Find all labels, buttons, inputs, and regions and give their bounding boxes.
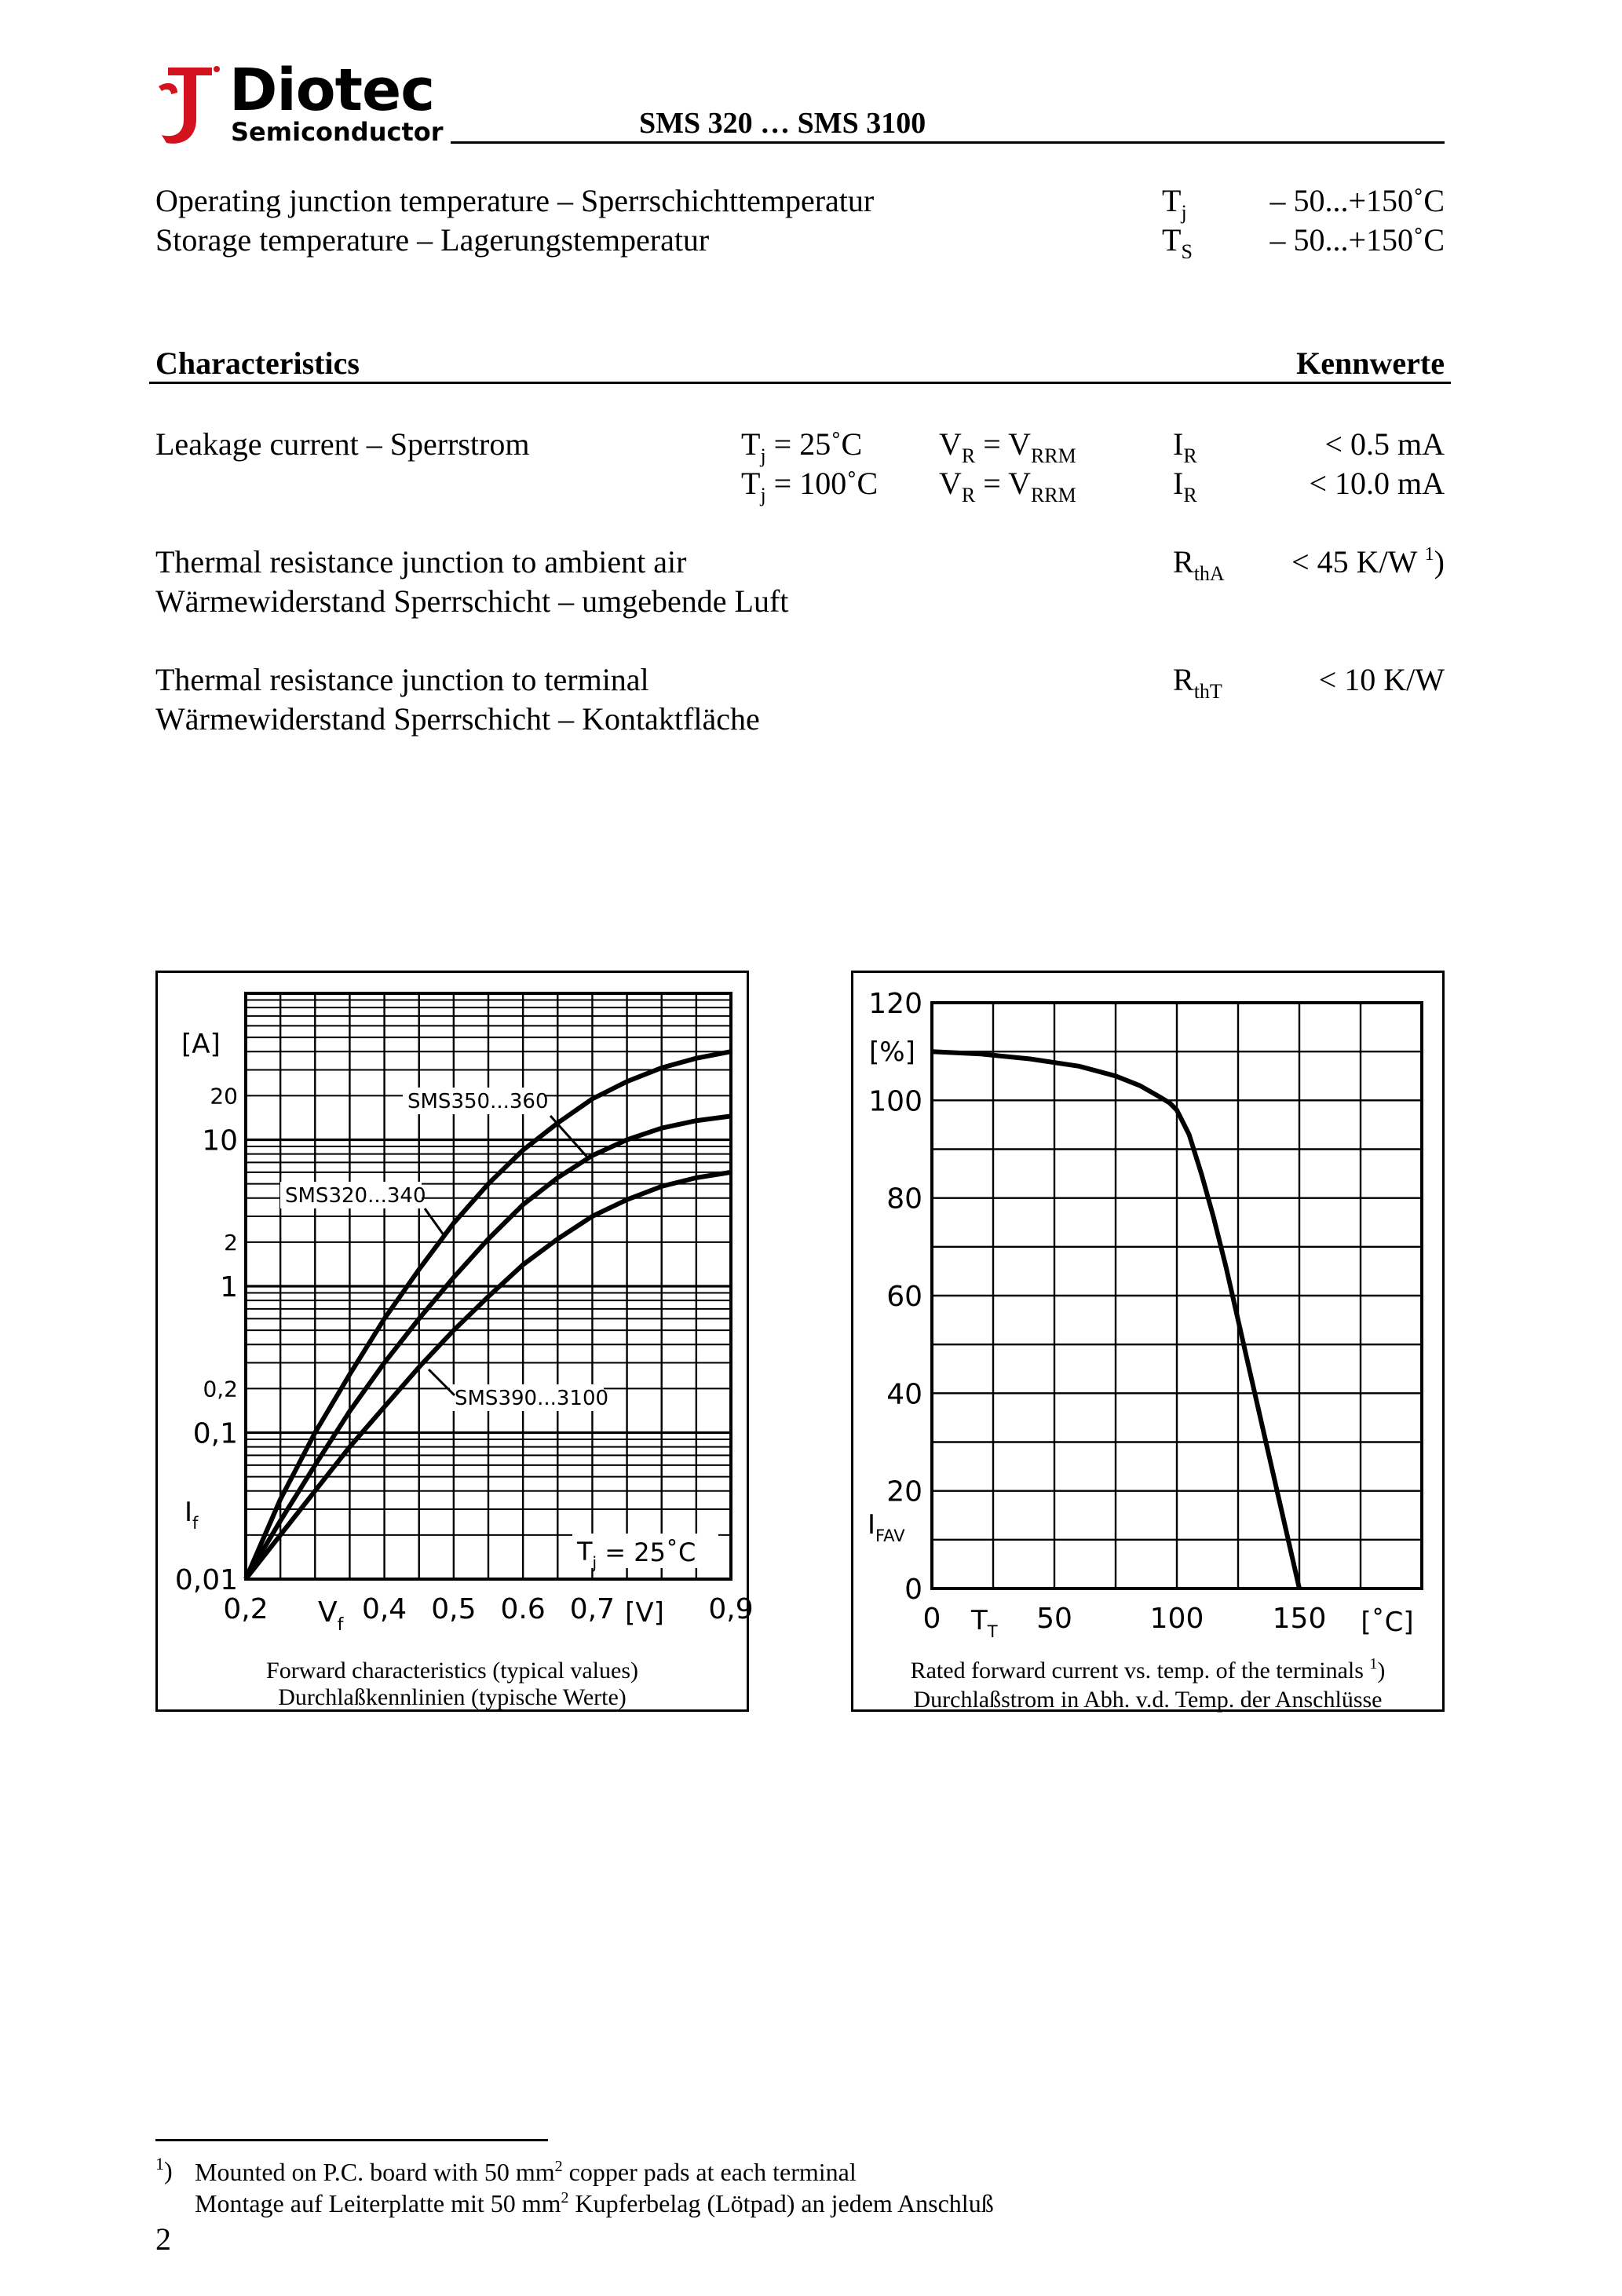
- leakage-symbol-100: $I_R$: [1173, 466, 1197, 506]
- rated-chart-title: Rated forward current vs. temp. of the terminals $^1$): [910, 1655, 1386, 1684]
- x-tick-label: 150: [1272, 1603, 1327, 1635]
- page-number: 2: [155, 2221, 171, 2257]
- series-leader-line: [425, 1208, 444, 1236]
- forward-chart-subtitle: Durchlaßkennlinien (typische Werte): [278, 1684, 627, 1710]
- rtha-label-de: Wärmewiderstand Sperrschicht – umgebende Luft: [155, 583, 789, 619]
- temp-label: Storage temperature – Lagerungstemperatur: [155, 222, 710, 258]
- rtht-symbol: $R_{thT}$: [1173, 662, 1222, 703]
- temp-value: – 50...+150˚C: [1269, 183, 1445, 218]
- forward-chart-title: Forward characteristics (typical values): [266, 1658, 638, 1684]
- temp-symbol: $T_j$: [1162, 183, 1187, 224]
- rated-chart-svg: [853, 973, 1442, 1709]
- characteristics-rule: [149, 382, 1451, 384]
- rtht-value: < 10 K/W: [1318, 662, 1445, 697]
- document-title: SMS 320 … SMS 3100: [639, 107, 926, 140]
- x-tick-label: 0.6: [500, 1593, 546, 1625]
- temp-value: – 50...+150˚C: [1269, 222, 1445, 258]
- kennwerte-heading: Kennwerte: [1296, 345, 1445, 381]
- rated-chart-caption: [853, 1655, 1442, 1713]
- x-tick-label: 0,7: [569, 1593, 616, 1625]
- footnote-line-en: Mounted on P.C. board with 50 $mm^2$ copper pads at each terminal: [195, 2158, 857, 2186]
- x-unit-label: [˚C]: [1361, 1607, 1414, 1638]
- y-tick-label: 60: [886, 1281, 922, 1313]
- x-tick-label: 0,4: [361, 1593, 407, 1625]
- tj-annotation: $T_j$ = 25˚C: [577, 1537, 696, 1572]
- rtht-label-en: Thermal resistance junction to terminal: [155, 662, 649, 697]
- footnote-line-de: Montage auf Leiterplatte mit 50 $mm^2$ Kupferbelag (Lötpad) an jedem Anschluß: [195, 2189, 994, 2217]
- leakage-vr-100: $V_R = V_{RRM}$: [939, 466, 1076, 506]
- diotec-logo-icon: [154, 63, 225, 149]
- x-unit-label: [V]: [625, 1597, 664, 1629]
- x-tick-label: 50: [1036, 1603, 1072, 1635]
- x-tick-label: 100: [1149, 1603, 1204, 1635]
- x-tick-label: 0,2: [223, 1593, 269, 1625]
- y-unit-label: [%]: [869, 1036, 915, 1068]
- logo: [154, 63, 225, 149]
- characteristics-heading: Characteristics: [155, 345, 360, 381]
- header-rule: [451, 141, 1445, 144]
- leakage-cond-100: $T_j$ = 100˚C: [741, 466, 879, 506]
- y-tick-label: 0,1: [192, 1417, 238, 1450]
- leakage-vr-25: $V_R = V_{RRM}$: [939, 426, 1076, 467]
- y-unit-label: [A]: [181, 1029, 221, 1060]
- rated-chart-subtitle: Durchlaßstrom in Abh. v.d. Temp. der Anschlüsse: [913, 1687, 1383, 1713]
- y-tick-label: 120: [868, 988, 922, 1020]
- y-tick-label: 0,01: [174, 1564, 238, 1596]
- y-tick-label: 0: [904, 1574, 922, 1606]
- footnote-mark: $^1$): [155, 2154, 173, 2184]
- y-tick-label: 100: [868, 1085, 922, 1118]
- y-tick-label: 80: [886, 1183, 922, 1216]
- series-label-2: SMS390...3100: [455, 1387, 609, 1410]
- y-tick-label: 40: [886, 1378, 922, 1411]
- y-tick-label: 20: [886, 1475, 922, 1508]
- rtha-symbol: $R_{thA}$: [1173, 544, 1225, 585]
- leakage-label: Leakage current – Sperrstrom: [155, 426, 530, 462]
- y-tick-label: 20: [210, 1083, 238, 1110]
- rated-current-chart: [851, 971, 1445, 1712]
- leakage-symbol-25: $I_R$: [1173, 426, 1197, 467]
- x-tick-label: 0,9: [708, 1593, 754, 1625]
- series-label-0: SMS350...360: [407, 1090, 549, 1113]
- forward-chart-caption: [158, 1658, 747, 1711]
- leakage-value-25: < 0.5 mA: [1324, 426, 1445, 462]
- forward-chart-svg: [158, 973, 754, 1709]
- x-axis-label: $T_T$: [971, 1605, 998, 1641]
- x-tick-label: 0: [922, 1603, 941, 1635]
- y-tick-label: 0,2: [203, 1376, 238, 1402]
- temp-symbol: $T_S$: [1162, 222, 1193, 263]
- y-tick-label: 1: [220, 1271, 238, 1303]
- leakage-cond-25: $T_j$ = 25˚C: [741, 426, 863, 467]
- brand-name: Diotec: [229, 57, 435, 124]
- y-tick-label: 2: [224, 1229, 238, 1256]
- series-label-1: SMS320...340: [285, 1184, 426, 1208]
- rtht-label-de: Wärmewiderstand Sperrschicht – Kontaktfläche: [155, 701, 760, 737]
- leakage-value-100: < 10.0 mA: [1309, 466, 1445, 501]
- footnote-rule: [155, 2139, 548, 2141]
- y-axis-label: $I_{FAV}$: [868, 1509, 905, 1545]
- x-axis-label: $V_f$: [318, 1596, 344, 1635]
- brand-sub: Semiconductor: [231, 117, 444, 147]
- forward-characteristics-chart: [155, 971, 754, 1712]
- y-axis-label: $I_f$: [184, 1497, 199, 1533]
- temp-label: Operating junction temperature – Sperrschichttemperatur: [155, 183, 875, 218]
- x-tick-label: 0,5: [431, 1593, 477, 1625]
- series-leader-line: [429, 1369, 455, 1395]
- rtha-label-en: Thermal resistance junction to ambient air: [155, 544, 687, 579]
- rtha-value: < 45 K/W $^1$): [1291, 544, 1445, 579]
- y-tick-label: 10: [202, 1124, 238, 1157]
